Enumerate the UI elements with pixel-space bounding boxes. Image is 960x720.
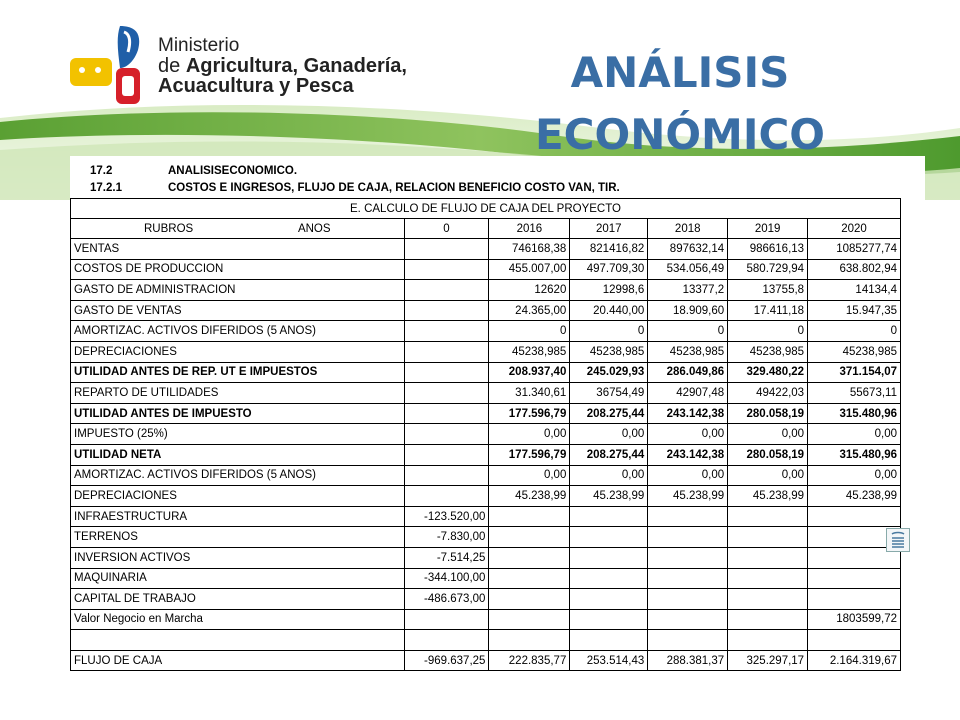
row-value xyxy=(404,465,489,486)
row-value: 455.007,00 xyxy=(489,259,570,280)
row-label: DEPRECIACIONES xyxy=(71,341,405,362)
row-value: 18.909,60 xyxy=(648,300,728,321)
row-value: 208.275,44 xyxy=(570,444,648,465)
row-value xyxy=(570,506,648,527)
row-value: 0 xyxy=(808,321,901,342)
row-value: 177.596,79 xyxy=(489,403,570,424)
row-value: 245.029,93 xyxy=(570,362,648,383)
page-title-line-1: ANÁLISIS xyxy=(570,48,790,97)
row-value: 746168,38 xyxy=(489,239,570,260)
row-value: -969.637,25 xyxy=(404,650,489,671)
row-value xyxy=(570,527,648,548)
row-value: 2.164.319,67 xyxy=(808,650,901,671)
row-label xyxy=(71,630,405,651)
row-value: -123.520,00 xyxy=(404,506,489,527)
row-value: 0,00 xyxy=(648,465,728,486)
row-value xyxy=(808,506,901,527)
row-label: FLUJO DE CAJA xyxy=(71,650,405,671)
table-row xyxy=(71,465,901,486)
table-row xyxy=(71,383,901,404)
row-value xyxy=(489,589,570,610)
row-value xyxy=(404,486,489,507)
row-value: 0,00 xyxy=(728,424,808,445)
row-value xyxy=(404,300,489,321)
ministry-name xyxy=(158,36,407,96)
row-value xyxy=(404,239,489,260)
row-value xyxy=(404,259,489,280)
section-title: ANALISISECONOMICO. xyxy=(168,165,298,177)
row-value: 15.947,35 xyxy=(808,300,901,321)
row-value: 315.480,96 xyxy=(808,403,901,424)
page-title-line-2: ECONÓMICO xyxy=(534,110,826,159)
row-value xyxy=(728,506,808,527)
row-value: -7.830,00 xyxy=(404,527,489,548)
table-row xyxy=(71,403,901,424)
row-value: 12620 xyxy=(489,280,570,301)
row-label: INFRAESTRUCTURA xyxy=(71,506,405,527)
row-value: 49422,03 xyxy=(728,383,808,404)
row-label: VENTAS xyxy=(71,239,405,260)
row-label: UTILIDAD NETA xyxy=(71,444,405,465)
table-caption: E. CALCULO DE FLUJO DE CAJA DEL PROYECTO xyxy=(71,199,901,219)
row-label: UTILIDAD ANTES DE IMPUESTO xyxy=(71,403,405,424)
row-label: INVERSION ACTIVOS xyxy=(71,547,405,568)
row-value: 1803599,72 xyxy=(808,609,901,630)
row-value: 1085277,74 xyxy=(808,239,901,260)
row-value: 243.142,38 xyxy=(648,403,728,424)
page-title xyxy=(520,42,840,166)
ministry-line-2-prefix: de xyxy=(158,55,186,77)
row-label: REPARTO DE UTILIDADES xyxy=(71,383,405,404)
header-anos: ANOS xyxy=(297,222,331,235)
row-value: 325.297,17 xyxy=(728,650,808,671)
row-value xyxy=(489,609,570,630)
row-value xyxy=(648,568,728,589)
table-row xyxy=(71,547,901,568)
row-value xyxy=(648,506,728,527)
row-value: 45238,985 xyxy=(648,341,728,362)
row-value: 13377,2 xyxy=(648,280,728,301)
row-value: 253.514,43 xyxy=(570,650,648,671)
row-value: 45.238,99 xyxy=(728,486,808,507)
cash-flow-table xyxy=(70,198,901,671)
row-value: 280.058,19 xyxy=(728,403,808,424)
row-label: Valor Negocio en Marcha xyxy=(71,609,405,630)
row-value: 14134,4 xyxy=(808,280,901,301)
row-value: 45238,985 xyxy=(808,341,901,362)
row-value: 329.480,22 xyxy=(728,362,808,383)
row-value: 45.238,99 xyxy=(808,486,901,507)
row-value: 580.729,94 xyxy=(728,259,808,280)
row-value: -344.100,00 xyxy=(404,568,489,589)
row-label: UTILIDAD ANTES DE REP. UT E IMPUESTOS xyxy=(71,362,405,383)
row-value xyxy=(808,568,901,589)
row-value: 0 xyxy=(489,321,570,342)
row-value: 280.058,19 xyxy=(728,444,808,465)
row-value xyxy=(728,609,808,630)
header-year: 2019 xyxy=(728,219,808,239)
row-label: DEPRECIACIONES xyxy=(71,486,405,507)
row-value: 371.154,07 xyxy=(808,362,901,383)
row-value xyxy=(404,444,489,465)
row-value: 55673,11 xyxy=(808,383,901,404)
document-icon-glyph xyxy=(887,529,909,551)
header-year: 2016 xyxy=(489,219,570,239)
row-value xyxy=(570,547,648,568)
row-value: 13755,8 xyxy=(728,280,808,301)
ministry-line-2 xyxy=(158,56,407,76)
row-label: MAQUINARIA xyxy=(71,568,405,589)
row-value: 20.440,00 xyxy=(570,300,648,321)
row-value xyxy=(404,403,489,424)
section-title: COSTOS E INGRESOS, FLUJO DE CAJA, RELACION BENEFICIO COSTO VAN, TIR. xyxy=(168,182,620,194)
row-value xyxy=(404,362,489,383)
row-value: 986616,13 xyxy=(728,239,808,260)
row-value xyxy=(570,568,648,589)
row-value xyxy=(808,630,901,651)
row-value xyxy=(404,609,489,630)
row-value: 177.596,79 xyxy=(489,444,570,465)
row-label: IMPUESTO (25%) xyxy=(71,424,405,445)
row-value: -486.673,00 xyxy=(404,589,489,610)
row-value: 208.937,40 xyxy=(489,362,570,383)
header-year: 0 xyxy=(404,219,489,239)
row-label: GASTO DE VENTAS xyxy=(71,300,405,321)
row-value: 31.340,61 xyxy=(489,383,570,404)
row-value xyxy=(648,547,728,568)
row-value: 0,00 xyxy=(808,465,901,486)
row-value: 42907,48 xyxy=(648,383,728,404)
row-value: 0 xyxy=(570,321,648,342)
table-row xyxy=(71,527,901,548)
row-value: 0,00 xyxy=(648,424,728,445)
row-label: AMORTIZAC. ACTIVOS DIFERIDOS (5 ANOS) xyxy=(71,465,405,486)
row-value: 243.142,38 xyxy=(648,444,728,465)
row-value: 0 xyxy=(648,321,728,342)
row-value: 0,00 xyxy=(489,465,570,486)
row-value: 638.802,94 xyxy=(808,259,901,280)
table-row xyxy=(71,239,901,260)
row-value xyxy=(728,568,808,589)
row-value: 534.056,49 xyxy=(648,259,728,280)
row-value: 45.238,99 xyxy=(570,486,648,507)
row-value: 0,00 xyxy=(728,465,808,486)
table-row xyxy=(71,300,901,321)
table-row xyxy=(71,589,901,610)
table-row xyxy=(71,444,901,465)
row-value xyxy=(648,527,728,548)
row-value xyxy=(648,589,728,610)
table-row xyxy=(71,568,901,589)
row-value xyxy=(570,630,648,651)
row-value: 497.709,30 xyxy=(570,259,648,280)
ministry-line-3: Acuacultura y Pesca xyxy=(158,75,354,97)
row-value xyxy=(489,506,570,527)
table-row xyxy=(71,630,901,651)
row-value xyxy=(404,630,489,651)
row-value: 0,00 xyxy=(570,424,648,445)
ministry-line-2-main: Agricultura, Ganadería, xyxy=(185,55,407,77)
row-value xyxy=(728,547,808,568)
row-value xyxy=(728,589,808,610)
row-value: 45238,985 xyxy=(728,341,808,362)
row-value: 0,00 xyxy=(489,424,570,445)
row-value: 24.365,00 xyxy=(489,300,570,321)
ministry-line-1: Ministerio xyxy=(158,35,240,56)
row-value: 286.049,86 xyxy=(648,362,728,383)
table-row xyxy=(71,424,901,445)
row-value xyxy=(489,547,570,568)
row-value: 17.411,18 xyxy=(728,300,808,321)
document-icon[interactable] xyxy=(886,528,910,552)
row-label: GASTO DE ADMINISTRACION xyxy=(71,280,405,301)
row-value: 45238,985 xyxy=(489,341,570,362)
row-value xyxy=(570,609,648,630)
row-value xyxy=(648,630,728,651)
row-value: 315.480,96 xyxy=(808,444,901,465)
row-value xyxy=(404,280,489,301)
row-value xyxy=(728,527,808,548)
table-row xyxy=(71,341,901,362)
row-value: 222.835,77 xyxy=(489,650,570,671)
header-year: 2018 xyxy=(648,219,728,239)
table-row xyxy=(71,506,901,527)
row-value: -7.514,25 xyxy=(404,547,489,568)
row-value: 0 xyxy=(728,321,808,342)
row-value xyxy=(404,424,489,445)
row-value: 821416,82 xyxy=(570,239,648,260)
table-row xyxy=(71,259,901,280)
row-label: CAPITAL DE TRABAJO xyxy=(71,589,405,610)
table-row xyxy=(71,486,901,507)
row-label: TERRENOS xyxy=(71,527,405,548)
row-value xyxy=(648,609,728,630)
row-value xyxy=(489,568,570,589)
row-value xyxy=(808,589,901,610)
row-label: COSTOS DE PRODUCCION xyxy=(71,259,405,280)
row-value xyxy=(404,383,489,404)
table-row xyxy=(71,321,901,342)
section-number: 17.2 xyxy=(90,165,113,177)
row-value: 45238,985 xyxy=(570,341,648,362)
row-value xyxy=(489,527,570,548)
row-value: 0,00 xyxy=(808,424,901,445)
row-value: 208.275,44 xyxy=(570,403,648,424)
row-value xyxy=(570,589,648,610)
table-row xyxy=(71,609,901,630)
row-value xyxy=(728,630,808,651)
header-rubros: RUBROS xyxy=(144,222,194,235)
row-value: 45.238,99 xyxy=(648,486,728,507)
section-number: 17.2.1 xyxy=(90,182,122,194)
row-label: AMORTIZAC. ACTIVOS DIFERIDOS (5 ANOS) xyxy=(71,321,405,342)
row-value xyxy=(404,321,489,342)
table-row xyxy=(71,280,901,301)
row-value: 12998,6 xyxy=(570,280,648,301)
row-value: 288.381,37 xyxy=(648,650,728,671)
table-row xyxy=(71,650,901,671)
header-year: 2020 xyxy=(808,219,901,239)
header-year: 2017 xyxy=(570,219,648,239)
row-value: 45.238,99 xyxy=(489,486,570,507)
row-value: 897632,14 xyxy=(648,239,728,260)
row-value: 36754,49 xyxy=(570,383,648,404)
table-row xyxy=(71,362,901,383)
row-value xyxy=(404,341,489,362)
header-rubros-anos xyxy=(71,219,405,239)
row-value xyxy=(489,630,570,651)
row-value: 0,00 xyxy=(570,465,648,486)
